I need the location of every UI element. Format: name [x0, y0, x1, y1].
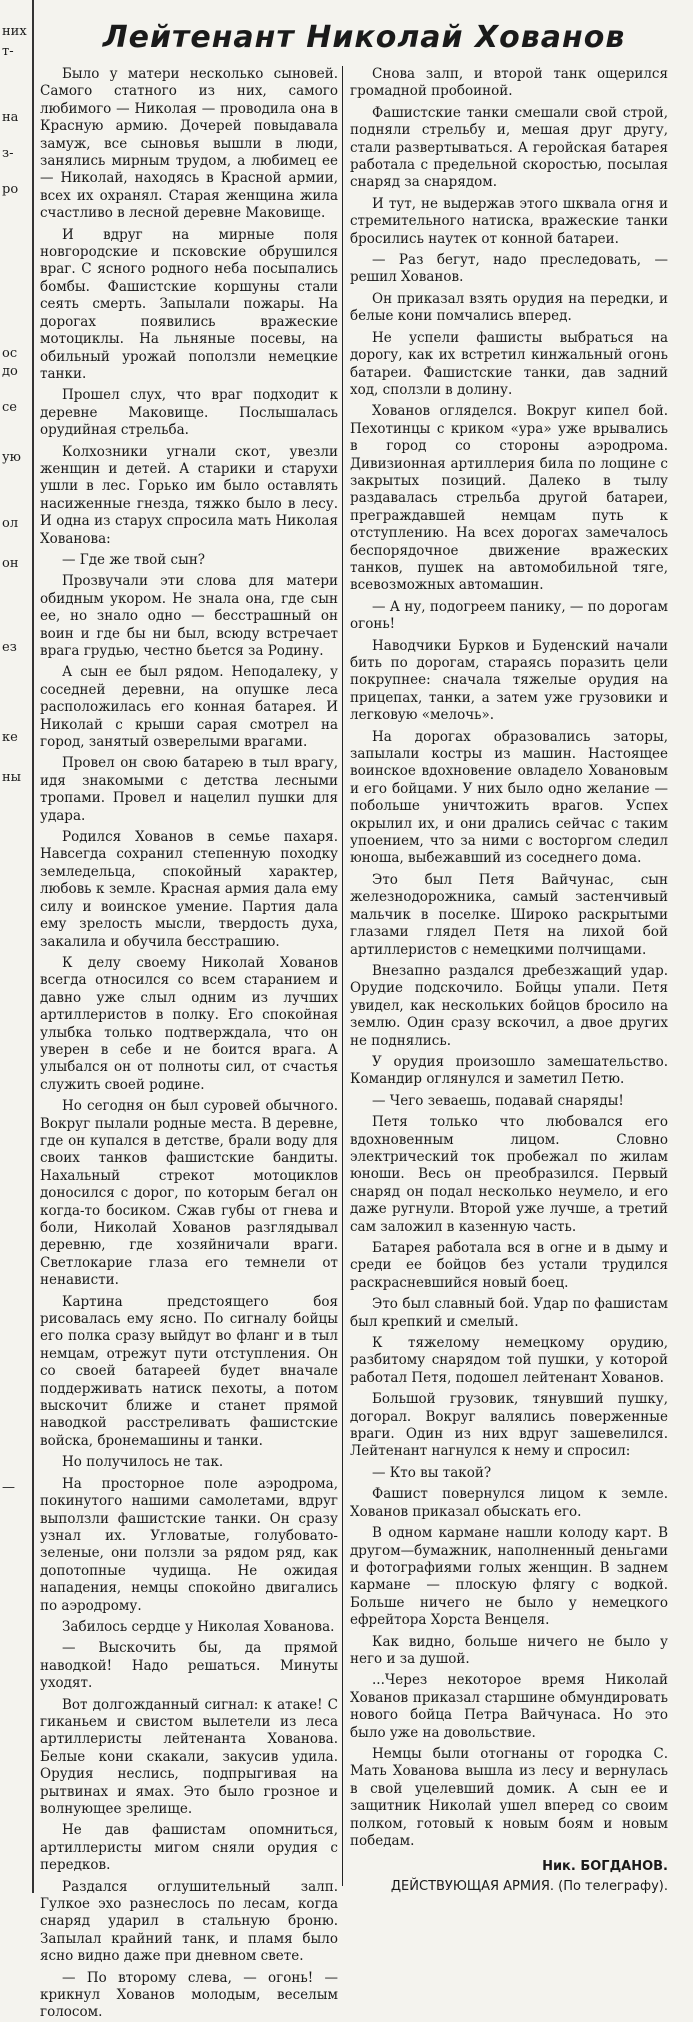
paragraph: На просторное поле аэродрома, покинутого нашими самолетами, вдруг выползли фашистские танки. Он сразу узнал их. Угловатые, голубовато-зеленые, они ползли за рядом ряд, как допотопные чудища. Не ожидая нападения, немцы спокойно двигались по аэродрому.	[40, 1475, 338, 1614]
paragraph: Не успели фашисты выбраться на дорогу, как их встретил кинжальный огонь батареи. Фашистские танки, дав задний ход, сползли в долину.	[350, 329, 668, 398]
paragraph: Большой грузовик, тянувший пушку, догорал. Вокруг валялись поверженные враги. Один из них вдруг зашевелился. Лейтенант нагнулся к нему и спросил:	[350, 1391, 668, 1460]
margin-fragment: ны	[2, 770, 22, 785]
margin-fragment: —	[2, 1480, 15, 1495]
margin-fragment: до	[2, 364, 18, 379]
margin-fragment: ез	[2, 640, 17, 655]
column-divider	[342, 66, 343, 1886]
margin-fragment: ос	[2, 346, 18, 361]
paragraph: Петя только что любовался его вдохновенным лицом. Словно электрический ток пробежал по жилам юноши. Весь он преобразился. Первый снаряд он подал несколько неумело, и его даже ругнули. Второй уже лучше, а третий сам заложил в казенную часть.	[350, 1114, 668, 1235]
paragraph: — Кто вы такой?	[372, 1464, 492, 1481]
paragraph: Но получилось не так.	[62, 1454, 224, 1471]
margin-fragment: он	[2, 556, 19, 571]
margin-fragment: ро	[2, 182, 19, 197]
paragraph: Фашист повернулся лицом к земле. Хованов приказал обыскать его.	[350, 1486, 668, 1520]
paragraph: Он приказал взять орудия на передки, и белые кони помчались вперед.	[350, 290, 668, 325]
paragraph: Колхозники угнали скот, увезли женщин и детей. А старики и старухи ушли в лес. Горько им было оставлять насиженные гнезда, тяжко было в лесу. И одна из старух спросила мать Николая Хованова:	[40, 443, 338, 547]
paragraph: Картина предстоящего боя рисовалась ему ясно. По сигналу бойцы его полка сразу выйдут во фланг и в тыл немцам, отрежут пути отступления. Он со своей батареей будет вначале поддерживать натиск пехоты, а потом выскочит ближе и станет прямой наводкой расстреливать фашистские войска, бронемашины и танки.	[40, 1293, 338, 1449]
paragraph: И тут, не выдержав этого шквала огня и стремительного натиска, вражеские танки бросились наутек от конной батареи.	[350, 195, 668, 247]
dateline: ДЕЙСТВУЮЩАЯ АРМИЯ. (По телеграфу).	[390, 1878, 668, 1894]
paragraph: Прозвучали эти слова для матери обидным укором. Не знала она, где сын ее, но знало одно — бесстрашный он воин и где бы ни был, всюду встречает врага грудью, честно бьется за Родину.	[40, 573, 338, 659]
paragraph: Фашистские танки смешали свой строй, подняли стрельбу и, мешая друг другу, стали развертываться. А геройская батарея работала с предельной скоростью, посылая снаряд за снарядом.	[350, 104, 668, 191]
paragraph: У орудия произошло замешательство. Командир оглянулся и заметил Петю.	[350, 1053, 668, 1088]
paragraph: В одном кармане нашли колоду карт. В другом—бумажник, наполненный деньгами и фотографиями голых женщин. В заднем кармане — плоскую флягу с водкой. Больше ничего не было у немецкого ефрейтора Хорста Венцеля.	[350, 1525, 668, 1629]
paragraph: Как видно, больше ничего не было у него и за душой.	[350, 1633, 668, 1667]
paragraph: И вдруг на мирные поля новгородские и псковские обрушился враг. С ясного родного неба посыпались бомбы. Фашистские коршуны стали сеять смерть. Запылали пожары. На дорогах появились вражеские мотоциклы. На льняные посевы, на обильный урожай поползли немецкие танки.	[40, 226, 338, 382]
paragraph: Родился Хованов в семье пахаря. Навсегда сохранил степенную походку земледельца, спокойный характер, любовь к земле. Красная армия дала ему силу и воинское умение. Партия дала ему зрелость мысли, твердость духа, закалила и обучила бесстрашию.	[40, 829, 338, 950]
paragraph: Вот долгожданный сигнал: к атаке! С гиканьем и свистом вылетели из леса артиллеристы лейтенанта Хованова. Белые кони скакали, закусив удила. Орудия неслись, подпрыгивая на рытвинах и ямах. Это было грозное и волнующее зрелище.	[40, 1696, 338, 1817]
paragraph: Это был Петя Вайчунас, сын железнодорожника, самый застенчивый мальчик в поселке. Широко раскрытыми глазами глядел Петя на лихой бой артиллеристов с немецкими полчищами.	[350, 871, 668, 958]
article-title: Лейтенант Николай Хованов	[102, 20, 626, 55]
paragraph: На дорогах образовались заторы, запылали костры из машин. Настоящее воинское вдохновение овладело Ховановым и его бойцами. У них было одно желание — побольше уничтожить врагов. Успех окрылил их, и они дрались сейчас с таким упоением, что за ними с восторгом следил юноша, выбежавший из соседнего дома.	[350, 728, 668, 867]
left-margin-fragments	[0, 0, 34, 1893]
paragraph: Но сегодня он был суровей обычного. Вокруг пылали родные места. В деревне, где он купался в детстве, брали воду для своих танков фашистские бандиты. Нахальный стрекот мотоциклов доносился с дорог, по которым бегал он когда-то босиком. Сжав губы от гнева и боли, Николай Хованов разглядывал деревню, где хозяйничали враги. Светлокарие глаза его темнели от ненависти.	[40, 1098, 338, 1289]
paragraph: — Чего зеваешь, подавай снаряды!	[372, 1092, 624, 1109]
paragraph: — По второму слева, — огонь! — крикнул Хованов молодым, веселым голосом.	[40, 1969, 338, 2021]
paragraph: Провел он свою батарею в тыл врагу, идя знакомыми с детства лесными тропами. Провел и нацелил пушки для удара.	[40, 755, 338, 824]
paragraph: Немцы были отогнаны от городка С. Мать Хованова вышла из лесу и вернулась в свой уцелевший домик. А сын ее и защитник Николай ушел вперед со своим полком, готовый к новым боям и новым победам.	[350, 1745, 668, 1849]
paragraph: — Где же твой сын?	[62, 551, 206, 568]
paragraph: Снова залп, и второй танк ощерился громадной пробоиной.	[350, 66, 668, 100]
author-signature: Ник. БОГДАНОВ.	[542, 1859, 668, 1875]
margin-fragment: ую	[2, 450, 21, 465]
paragraph: Не дав фашистам опомниться, артиллеристы мигом сняли орудия с передков.	[40, 1822, 338, 1874]
paragraph: Раздался оглушительный залп. Гулкое эхо разнеслось по лесам, когда снаряд ударил в стальную броню. Запылал крайний танк, и пламя было ясно видно даже при дневном свете.	[40, 1878, 338, 1965]
margin-fragment: ол	[2, 516, 19, 531]
margin-fragment: ке	[2, 730, 18, 745]
paragraph: Забилось сердце у Николая Хованова.	[62, 1618, 335, 1635]
paragraph: Наводчики Бурков и Буденский начали бить по дорогам, стараясь поразить цели покрупнее: сначала тяжелые орудия на прицепах, танки, а затем уже грузовики и легковую «мелочь».	[350, 637, 668, 724]
article-column-1	[40, 66, 338, 2021]
margin-fragment: з-	[2, 146, 14, 161]
paragraph: — Раз бегут, надо преследовать, — решил Хованов.	[350, 252, 668, 286]
paragraph: Было у матери несколько сыновей. Самого статного из них, самого любимого — Николая — проводила она в Красную армию. Дочерей повыдавала замуж, все сыновья вышли в люди, занялись мирным трудом, а любимец ее — Николай, находясь в Красной армии, всех их охранял. Старая женщина жила счастливо в лесной деревне Маковище.	[40, 66, 338, 222]
paragraph: — Выскочить бы, да прямой наводкой! Надо решаться. Минуты уходят.	[40, 1640, 338, 1692]
margin-fragment: се	[2, 400, 17, 415]
margin-fragment: них	[2, 24, 27, 39]
paragraph: ...Через некоторое время Николай Хованов приказал старшине обмундировать нового бойца Петра Вайчунаса. Но это было уже на довольствие.	[350, 1672, 668, 1741]
paragraph: А сын ее был рядом. Неподалеку, у соседней деревни, на опушке леса расположилась его конная батарея. И Николай с крыши сарая смотрел на город, занятый озверелыми врагами.	[40, 664, 338, 751]
paragraph: Хованов огляделся. Вокруг кипел бой. Пехотинцы с криком «ура» уже врывались в город со стороны аэродрома. Дивизионная артиллерия била по лощине с закрытых позиций. Далеко в тылу раздавалась стрельба другой батареи, преграждавшей немцам путь к отступлению. На всех дорогах замечалось беспорядочное движение вражеских танков, пушек на автомобильной тяге, всевозможных автомашин.	[350, 403, 668, 594]
paragraph: К делу своему Николай Хованов всегда относился со всем старанием и давно уже слыл одним из лучших артиллеристов в полку. Его спокойная улыбка только подтверждала, что он уверен в себе и не боится врага. А улыбался он от полноты сил, от счастья служить своей родине.	[40, 954, 338, 1093]
paragraph: Это был славный бой. Удар по фашистам был крепкий и смелый.	[350, 1296, 668, 1330]
paragraph: Прошел слух, что враг подходит к деревне Маковище. Послышалась орудийная стрельба.	[40, 387, 338, 439]
paragraph: Батарея работала вся в огне и в дыму и среди ее бойцов без устали трудился раскрасневшийся новый боец.	[350, 1240, 668, 1291]
paragraph: — А ну, подогреем панику, — по дорогам огонь!	[350, 598, 668, 633]
paragraph: К тяжелому немецкому орудию, разбитому снарядом той пушки, у которой работал Петя, подошел лейтенант Хованов.	[350, 1335, 668, 1386]
margin-fragment: т-	[2, 44, 14, 59]
paragraph: Внезапно раздался дребезжащий удар. Орудие подскочило. Бойцы упали. Петя увидел, как нескольких бойцов бросило на землю. Один сразу вскочил, а двое других не поднялись.	[350, 962, 668, 1049]
article-column-2	[350, 66, 668, 1894]
margin-fragment: на	[2, 110, 19, 125]
